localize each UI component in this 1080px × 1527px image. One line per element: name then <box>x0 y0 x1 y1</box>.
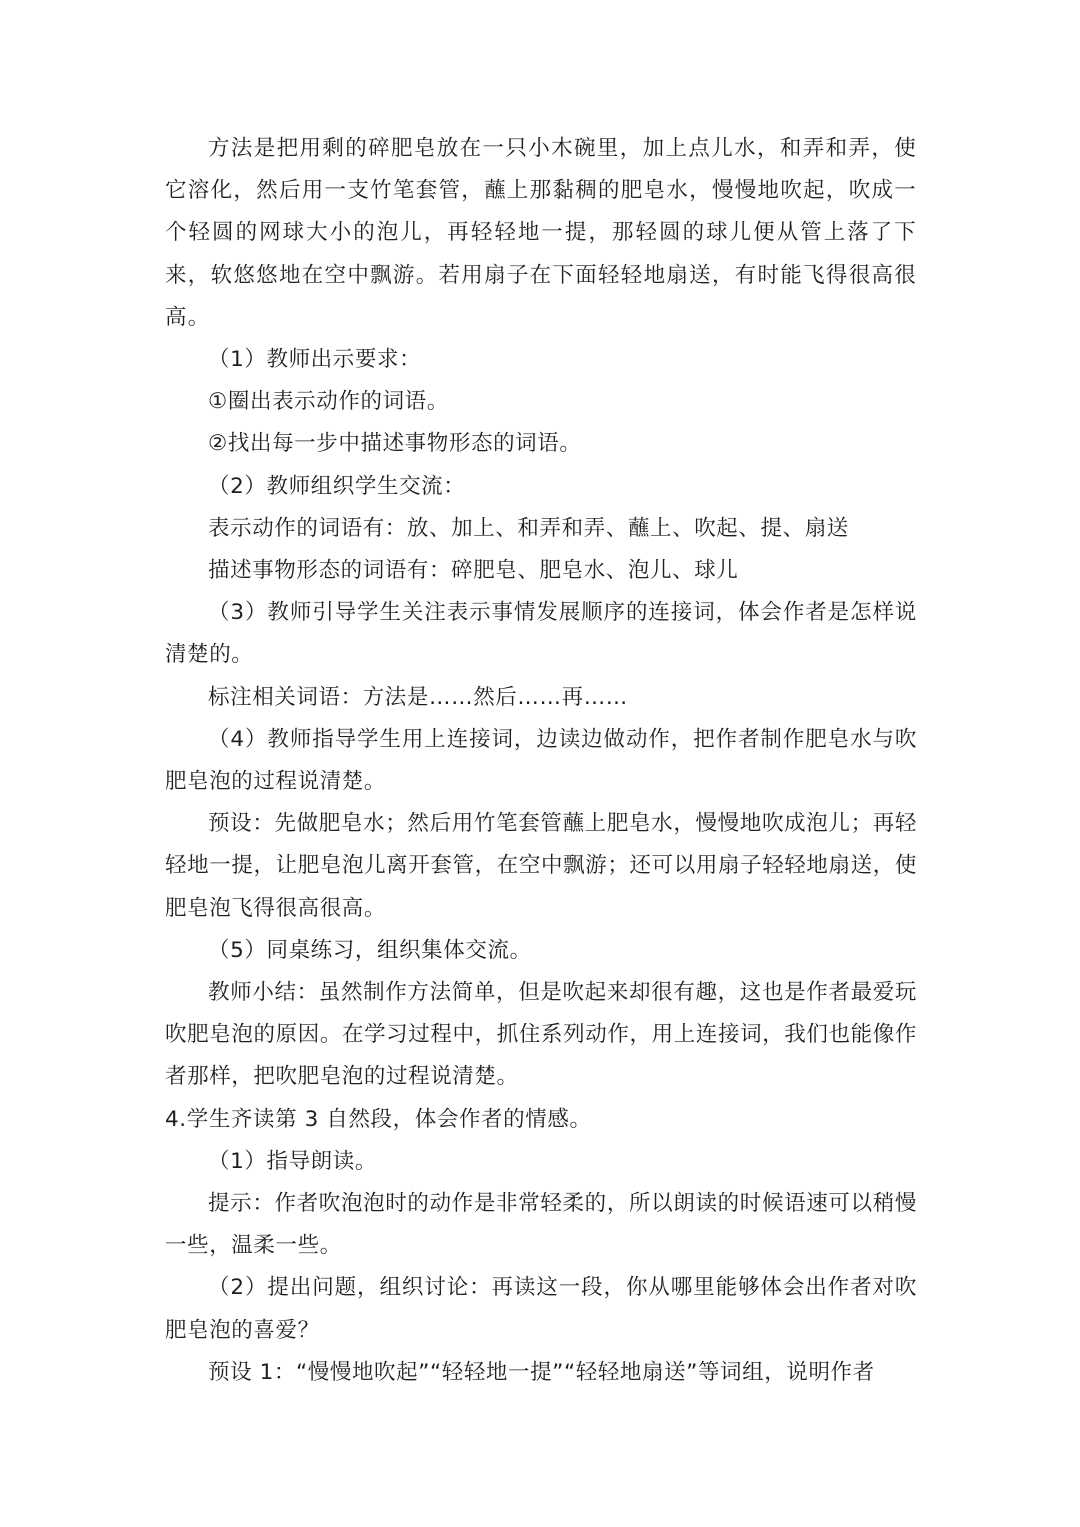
requirement-item-2: ②找出每一步中描述事物形态的词语。 <box>208 431 582 457</box>
step-4-paragraph: （4）教师指导学生用上连接词，边读边做动作，把作者制作肥皂水与吹肥皂泡的过程说清楚。 <box>165 726 917 795</box>
step-2-heading: （2）教师组织学生交流： <box>208 473 466 499</box>
teacher-summary-paragraph: 教师小结：虽然制作方法简单，但是吹起来却很有趣，这也是作者最爱玩吹肥皂泡的原因。在学习过程中，抓住系列动作，用上连接词，我们也能像作者那样，把吹肥皂泡的过程说清楚。 <box>165 980 917 1090</box>
requirement-item-1: ①圈出表示动作的词语。 <box>208 389 449 415</box>
quoted-excerpt-paragraph: 方法是把用剩的碎肥皂放在一只小木碗里，加上点儿水，和弄和弄，使它溶化，然后用一支竹笔套管，蘸上那黏稠的肥皂水，慢慢地吹起，吹成一个轻圆的网球大小的泡儿，再轻轻地一提，那轻圆的球儿便从管上落了下来，软悠悠地在空中飘游。若用扇子在下面轻轻地扇送，有时能飞得很高很高。 <box>165 136 917 330</box>
prompt-paragraph: 提示：作者吹泡泡时的动作是非常轻柔的，所以朗读的时候语速可以稍慢一些，温柔一些。 <box>165 1191 917 1259</box>
discussion-question-paragraph: （2）提出问题，组织讨论：再读这一段，你从哪里能够体会出作者对吹肥皂泡的喜爱？ <box>165 1275 917 1343</box>
step-1-heading: （1）教师出示要求： <box>208 347 422 373</box>
marked-words-paragraph: 标注相关词语：方法是……然后……再…… <box>208 684 628 710</box>
preset-paragraph: 预设：先做肥皂水；然后用竹笔套管蘸上肥皂水，慢慢地吹成泡儿；再轻轻地一提，让肥皂泡儿离开套管，在空中飘游；还可以用扇子轻轻地扇送，使肥皂泡飞得很高很高。 <box>165 811 917 921</box>
document-body <box>165 128 917 1394</box>
action-words-paragraph: 表示动作的词语有：放、加上、和弄和弄、蘸上、吹起、提、扇送 <box>208 515 849 541</box>
section-4-heading: 4.学生齐读第 3 自然段，体会作者的情感。 <box>165 1106 592 1132</box>
form-words-paragraph: 描述事物形态的词语有：碎肥皂、肥皂水、泡儿、球儿 <box>208 558 739 584</box>
preset-1-paragraph: 预设 1：“慢慢地吹起”“轻轻地一提”“轻轻地扇送”等词组，说明作者 <box>208 1359 875 1385</box>
step-3-paragraph: （3）教师引导学生关注表示事情发展顺序的连接词，体会作者是怎样说清楚的。 <box>165 600 917 668</box>
step-5-paragraph: （5）同桌练习，组织集体交流。 <box>208 937 532 963</box>
read-aloud-guidance: （1）指导朗读。 <box>208 1148 377 1174</box>
